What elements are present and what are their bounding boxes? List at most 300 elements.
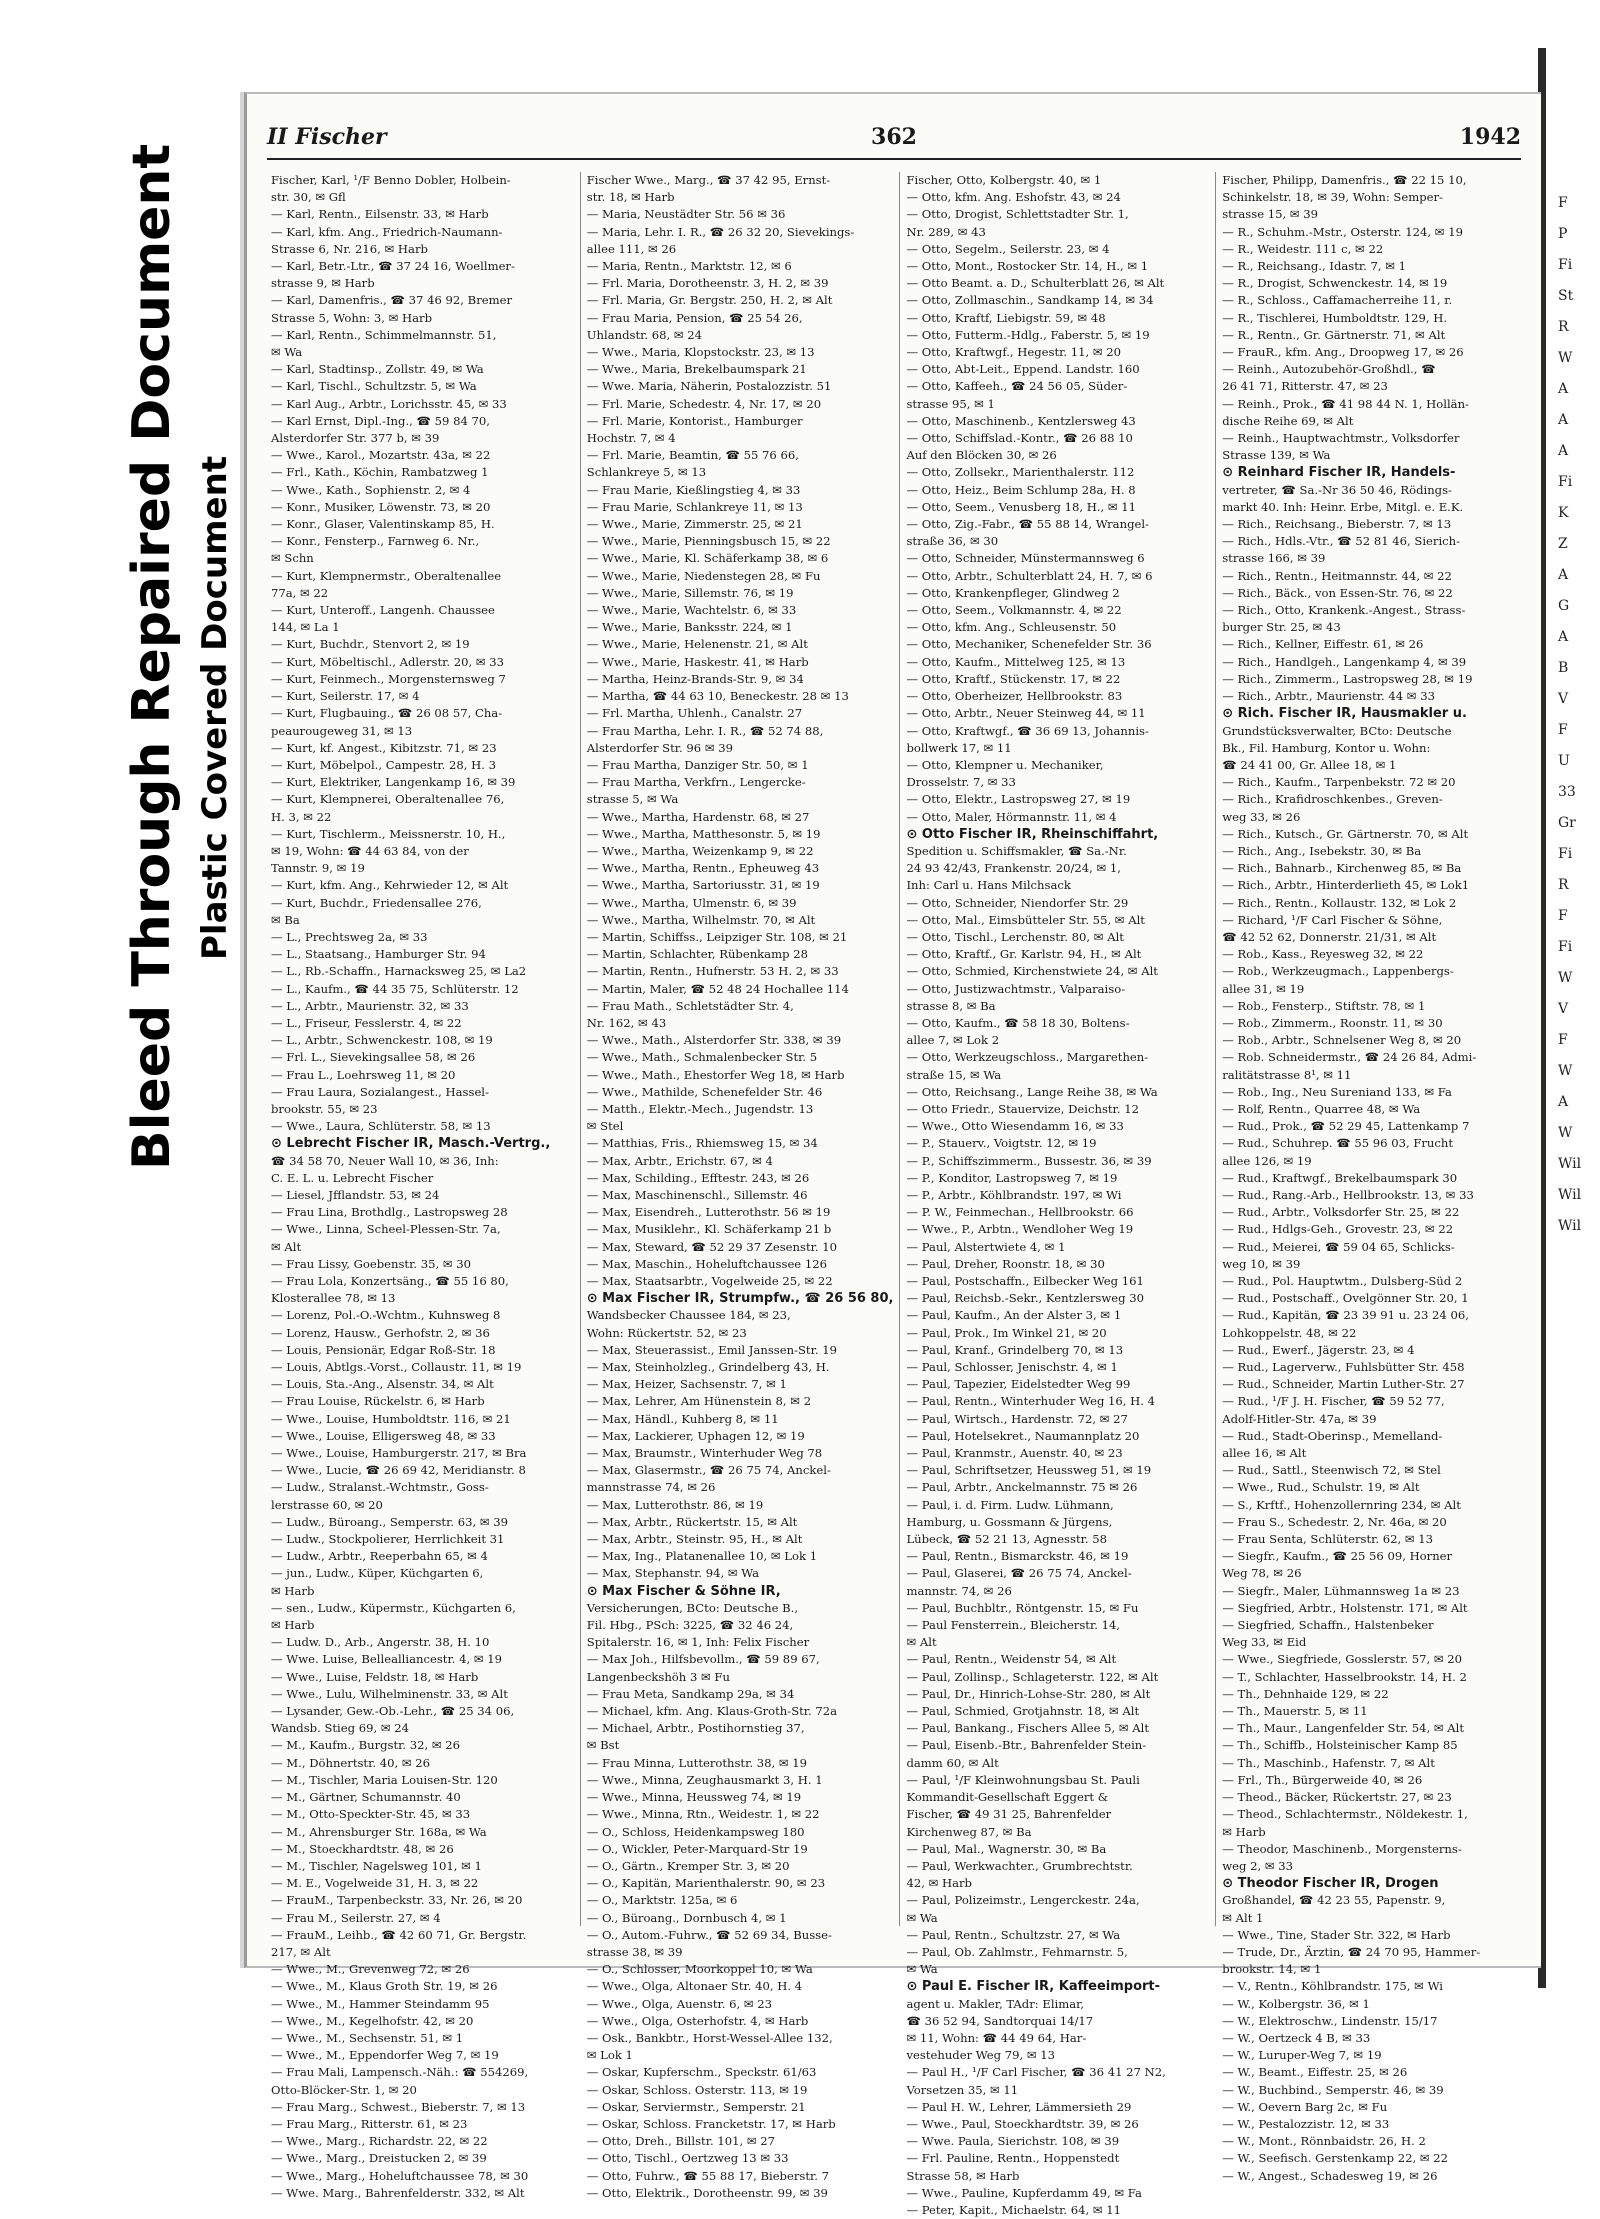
directory-entry: strasse 8, ✉ Ba <box>906 998 996 1013</box>
directory-entry: bollwerk 17, ✉ 11 <box>906 740 1012 755</box>
firm-entry: ⊙ Otto Fischer IR, Rheinschiffahrt, <box>906 826 1159 842</box>
margin-letter: W <box>1558 1125 1573 1141</box>
page-number: 362 <box>871 124 917 150</box>
directory-entry: — Paul, Ob. Zahlmstr., Fehmarnstr. 5, <box>906 1944 1128 1959</box>
directory-entry: — Lorenz, Pol.-O.-Wchtm., Kuhnsweg 8 <box>271 1308 501 1323</box>
directory-entry: — FrauM., Leihb., ☎ 42 60 71, Gr. Bergstr. <box>271 1927 527 1942</box>
directory-entry: — Wwe., Marie, Helenenstr. 21, ✉ Alt <box>586 637 808 652</box>
directory-entry: ☎ 34 58 70, Neuer Wall 10, ✉ 36, Inh: <box>271 1153 499 1168</box>
directory-entry: ✉ Ba <box>271 912 300 927</box>
directory-entry: ✉ Lok 1 <box>586 2048 633 2063</box>
directory-entry: — Otto, Werkzeugschloss., Margarethen- <box>906 1050 1149 1065</box>
directory-entry: — Rud., Schneider, Martin Luther-Str. 27 <box>1222 1377 1465 1392</box>
directory-entry: — Otto, Krankenpfleger, Glindweg 2 <box>906 585 1120 600</box>
directory-entry: — Paul, Postschaffn., Eilbecker Weg 161 <box>906 1274 1144 1288</box>
directory-entry: — Max, Braumstr., Winterhuder Weg 78 <box>586 1446 823 1461</box>
directory-entry: allee 111, ✉ 26 <box>586 241 677 256</box>
directory-entry: — Max, Steinholzleg., Grindelberg 43, H. <box>586 1360 830 1375</box>
directory-entry: — Otto, Arbtr., Schulterblatt 24, H. 7, ✉ 6 <box>906 568 1153 583</box>
directory-entry: — Max, Arbtr., Rückertstr. 15, ✉ Alt <box>586 1514 798 1529</box>
directory-entry: — Paul, Kranmstr., Auenstr. 40, ✉ 23 <box>906 1446 1123 1461</box>
directory-entry: — Siegfried, Arbtr., Holstenstr. 171, ✉ Alt <box>1222 1600 1468 1615</box>
directory-entry: — Max, Eisendreh., Lutterothstr. 56 ✉ 19 <box>586 1205 831 1220</box>
directory-entry: Kommandit-Gesellschaft Eggert & <box>906 1790 1109 1805</box>
directory-entry: — Wwe., Marg., Hoheluftchaussee 78, ✉ 30 <box>271 2168 529 2183</box>
directory-entry: Fischer, Karl, ¹/F Benno Dobler, Holbein- <box>271 173 511 187</box>
directory-entry: — Wwe., Linna, Scheel-Plessen-Str. 7a, <box>271 1222 501 1237</box>
directory-entry: — Rud., Lagerverw., Fuhlsbütter Str. 458 <box>1222 1360 1465 1375</box>
directory-entry: — Otto, Fuhrw., ☎ 55 88 17, Bieberstr. 7 <box>586 2168 830 2183</box>
directory-entry: strasse 9, ✉ Harb <box>271 276 375 291</box>
facing-page-margin-letters <box>1558 188 1598 1242</box>
directory-entry: — Wwe., Marg., Dreistucken 2, ✉ 39 <box>271 2151 487 2166</box>
directory-entry: — Wwe., M., Grevenweg 72, ✉ 26 <box>271 1962 470 1977</box>
directory-entry: — Ludw., Arbtr., Reeperbahn 65, ✉ 4 <box>271 1549 488 1564</box>
margin-letter: B <box>1558 660 1569 676</box>
directory-entry: — Wwe., Kath., Sophienstr. 2, ✉ 4 <box>271 482 471 497</box>
directory-entry: — Frau Marie, Schlankreye 11, ✉ 13 <box>586 499 803 514</box>
directory-entry: — Paul, Bankang., Fischers Allee 5, ✉ Alt <box>906 1721 1150 1736</box>
directory-entry: — W., Seefisch. Gerstenkamp 22, ✉ 22 <box>1222 2151 1449 2166</box>
directory-entry: — Wwe., Pauline, Kupferdamm 49, ✉ Fa <box>906 2185 1142 2200</box>
directory-entry: allee 31, ✉ 19 <box>1222 981 1305 996</box>
directory-entry: Tannstr. 9, ✉ 19 <box>271 861 365 876</box>
directory-entry: — Otto, Arbtr., Neuer Steinweg 44, ✉ 11 <box>906 706 1146 721</box>
directory-entry: Lübeck, ☎ 52 21 13, Agnesstr. 58 <box>906 1532 1108 1547</box>
directory-entry: — Wwe., Maria, Brekelbaumspark 21 <box>586 362 807 377</box>
directory-entry: — Otto, Kraftf., Gr. Karlstr. 94, H., ✉ Alt <box>906 947 1142 962</box>
directory-entry: — Paul, Dr., Hinrich-Lohse-Str. 280, ✉ Alt <box>906 1686 1151 1701</box>
directory-entry: — Otto Beamt. a. D., Schulterblatt 26, ✉ Alt <box>906 276 1165 291</box>
directory-entry: — L., Arbtr., Maurienstr. 32, ✉ 33 <box>271 998 469 1013</box>
margin-letter: U <box>1558 753 1570 769</box>
directory-entry: — R., Schuhm.-Mstr., Osterstr. 124, ✉ 19 <box>1222 224 1463 239</box>
directory-entry: — Karl, Stadtinsp., Zollstr. 49, ✉ Wa <box>271 362 484 377</box>
directory-entry: — M., Gärtner, Schumannstr. 40 <box>271 1790 461 1805</box>
directory-entry: — S., Krftf., Hohenzollernring 234, ✉ Alt <box>1222 1497 1461 1512</box>
directory-entry: — Wwe., Marie, Kl. Schäferkamp 38, ✉ 6 <box>586 551 829 566</box>
directory-entry: — Wwe., Louise, Humboldtstr. 116, ✉ 21 <box>271 1411 511 1426</box>
directory-entry: — Rud., Postschaff., Ovelgönner Str. 20, 1 <box>1222 1291 1469 1306</box>
directory-entry: — Otto, Zollsekr., Marienthalerstr. 112 <box>906 465 1135 480</box>
directory-entry: — Wwe. Maria, Näherin, Postalozzistr. 51 <box>586 379 832 394</box>
directory-entry: — Paul, Eisenb.-Btr., Bahrenfelder Stein- <box>906 1738 1147 1753</box>
directory-entry: — O., Wickler, Peter-Marquard-Str 19 <box>586 1841 808 1856</box>
margin-letter: F <box>1558 195 1568 211</box>
directory-entry: — Wwe., M., Eppendorfer Weg 7, ✉ 19 <box>271 2048 499 2063</box>
directory-entry: — Rud., Hdlgs-Geh., Grovestr. 23, ✉ 22 <box>1222 1222 1454 1237</box>
directory-entry: ✉ 11, Wohn: ☎ 44 49 64, Har- <box>906 2030 1087 2045</box>
directory-entry: mannstrasse 74, ✉ 26 <box>586 1480 716 1495</box>
directory-entry: Strasse 6, Nr. 216, ✉ Harb <box>271 241 428 256</box>
directory-entry: — Wwe., Karol., Mozartstr. 43a, ✉ 22 <box>271 448 491 463</box>
directory-entry: str. 30, ✉ Gfl <box>271 190 346 205</box>
directory-entry: — Otto, Heiz., Beim Schlump 28a, H. 8 <box>906 482 1136 497</box>
directory-entry: — Wwe., Maria, Klopstockstr. 23, ✉ 13 <box>586 345 815 360</box>
directory-entry: — Max, Maschinenschl., Sillemstr. 46 <box>586 1187 808 1202</box>
directory-entry: Inh: Carl u. Hans Milchsack <box>906 878 1071 893</box>
directory-entry: — Frau Marg., Schwest., Bieberstr. 7, ✉ 13 <box>271 2099 526 2114</box>
directory-entry: — Theod., Bäcker, Rückertstr. 27, ✉ 23 <box>1222 1790 1452 1805</box>
directory-entry: — Rud., Stadt-Oberinsp., Memelland- <box>1222 1428 1443 1443</box>
directory-entry: — Paul, Tapezier, Eidelstedter Weg 99 <box>906 1377 1131 1392</box>
directory-entry: — Rich., Kellner, Eiffestr. 61, ✉ 26 <box>1222 637 1424 652</box>
directory-entry: — Otto, Schneider, Münstermannsweg 6 <box>906 551 1145 566</box>
directory-entry: — Frau Louise, Rückelstr. 6, ✉ Harb <box>271 1394 485 1409</box>
margin-letter: P <box>1558 226 1568 242</box>
directory-entry: agent u. Makler, TAdr: Elimar, <box>906 1996 1085 2011</box>
directory-entry: ✉ Harb <box>271 1618 315 1633</box>
directory-entry: — Paul, Buchbltr., Röntgenstr. 15, ✉ Fu <box>906 1600 1139 1615</box>
margin-letter: F <box>1558 722 1568 738</box>
directory-entry: Großhandel, ☎ 42 23 55, Papenstr. 9, <box>1222 1893 1446 1908</box>
directory-entry: — Reinh., Hauptwachtmstr., Volksdorfer <box>1222 431 1460 446</box>
directory-entry: — Wwe., Olga, Osterhofstr. 4, ✉ Harb <box>586 2013 809 2028</box>
firm-entry: ⊙ Max Fischer & Söhne IR, <box>586 1583 781 1599</box>
directory-entry: — Karl, Rentn., Schimmelmannstr. 51, <box>271 327 497 342</box>
directory-entry: — Paul, Werkwachter., Grumbrechtstr. <box>906 1858 1133 1873</box>
directory-entry: — Martha, Heinz-Brands-Str. 9, ✉ 34 <box>586 671 804 686</box>
directory-entry: — Rud., ¹/F J. H. Fischer, ☎ 59 52 77, <box>1222 1394 1445 1409</box>
directory-entry: — Frl. L., Sievekingsallee 58, ✉ 26 <box>271 1050 476 1065</box>
directory-entry: — L., Friseur, Fesslerstr. 4, ✉ 22 <box>271 1015 462 1030</box>
directory-entry: — Otto, Kraftf, Liebigstr. 59, ✉ 48 <box>906 310 1106 325</box>
directory-entry: — Paul, Mal., Wagnerstr. 30, ✉ Ba <box>906 1841 1107 1856</box>
directory-entry: — Otto, Oberheizer, Hellbrookstr. 83 <box>906 689 1123 704</box>
directory-entry: Wandsbecker Chaussee 184, ✉ 23, <box>586 1308 791 1323</box>
directory-entry: 77a, ✉ 22 <box>271 585 329 600</box>
directory-entry: — Konr., Fensterp., Farnweg 6. Nr., <box>271 534 480 549</box>
margin-letter: Wil <box>1558 1218 1582 1234</box>
directory-entry: — Wwe., M., Klaus Groth Str. 19, ✉ 26 <box>271 1979 498 1994</box>
directory-entry: — Wwe., Tine, Stader Str. 322, ✉ Harb <box>1222 1927 1451 1942</box>
directory-entry: weg 33, ✉ 26 <box>1222 809 1301 824</box>
directory-entry: — Peter, Kapit., Michaelstr. 64, ✉ 11 <box>906 2202 1122 2217</box>
directory-entry: — Otto, Justizwachtmstr., Valparaiso- <box>906 981 1126 996</box>
margin-letter: A <box>1558 412 1569 428</box>
directory-entry: — Frau Meta, Sandkamp 29a, ✉ 34 <box>586 1686 795 1701</box>
directory-entry: — M., Kaufm., Burgstr. 32, ✉ 26 <box>271 1738 461 1753</box>
directory-entry: — Max, Glasermstr., ☎ 26 75 74, Anckel- <box>586 1463 831 1478</box>
directory-entry: — Wwe., Rud., Schulstr. 19, ✉ Alt <box>1222 1480 1420 1495</box>
directory-entry: — Wwe., Martha, Matthesonstr. 5, ✉ 19 <box>586 826 821 841</box>
directory-entry: — Kurt, Buchdr., Friedensallee 276, <box>271 895 482 910</box>
directory-entry: — Wwe., Marie, Haskestr. 41, ✉ Harb <box>586 654 809 669</box>
directory-entry: — Paul, Schmied, Grotjahnstr. 18, ✉ Alt <box>906 1704 1140 1719</box>
firm-entry: ⊙ Max Fischer IR, Strumpfw., ☎ 26 56 80, <box>586 1291 894 1307</box>
directory-entry: — Frau Marg., Ritterstr. 61, ✉ 23 <box>271 2116 468 2131</box>
directory-entry: — R., Rentn., Gr. Gärtnerstr. 71, ✉ Alt <box>1222 327 1446 342</box>
directory-entry: — Kurt, Tischlerm., Meissnerstr. 10, H., <box>271 826 506 841</box>
directory-entry: Grundstücksverwalter, BCto: Deutsche <box>1222 723 1452 738</box>
directory-entry: — Frau Marie, Kießlingstieg 4, ✉ 33 <box>586 482 801 497</box>
directory-entry: — Wwe., Martha, Sartoriusstr. 31, ✉ 19 <box>586 878 820 893</box>
directory-entry: — Paul, Dreher, Roonstr. 18, ✉ 30 <box>906 1256 1105 1271</box>
directory-entry: — Frau Senta, Schlüterstr. 62, ✉ 13 <box>1222 1532 1434 1547</box>
directory-entry: — O., Autom.-Fuhrw., ☎ 52 69 34, Busse- <box>586 1927 832 1942</box>
directory-entry: — Kurt, Möbeltischl., Adlerstr. 20, ✉ 33 <box>271 654 505 669</box>
directory-entry: — Louis, Sta.-Ang., Alsenstr. 34, ✉ Alt <box>271 1377 494 1392</box>
directory-entry: Auf den Blöcken 30, ✉ 26 <box>906 448 1057 463</box>
directory-entry: Vorsetzen 35, ✉ 11 <box>906 2082 1019 2097</box>
directory-entry: — Otto, Zig.-Fabr., ☎ 55 88 14, Wrangel- <box>906 517 1149 532</box>
directory-entry: — Maria, Neustädter Str. 56 ✉ 36 <box>586 207 786 222</box>
directory-entry: — Otto, Kraftf., Stückenstr. 17, ✉ 22 <box>906 671 1121 686</box>
directory-entry: — Frl. Marie, Schedestr. 4, Nr. 17, ✉ 20 <box>586 396 822 411</box>
directory-entry: — Th., Maschinb., Hafenstr. 7, ✉ Alt <box>1222 1755 1435 1770</box>
directory-entry: Alsterdorfer Str. 96 ✉ 39 <box>586 740 734 755</box>
margin-letter: Fi <box>1558 474 1573 490</box>
directory-entry: — Rud., Schuhrep. ☎ 55 96 03, Frucht <box>1222 1136 1454 1151</box>
directory-entry: — Max, Arbtr., Erichstr. 67, ✉ 4 <box>586 1153 773 1168</box>
directory-entry: ✉ Harb <box>271 1583 315 1598</box>
directory-entry: — Wwe., Lucie, ☎ 26 69 42, Meridianstr. 8 <box>271 1463 526 1478</box>
directory-entry: — O., Schloss, Heidenkampsweg 180 <box>586 1824 805 1839</box>
firm-entry: ⊙ Reinhard Fischer IR, Handels- <box>1222 465 1456 481</box>
directory-entry: — Paul, Kranf., Grindelberg 70, ✉ 13 <box>906 1342 1124 1357</box>
directory-entry: — Karl, Tischl., Schultzstr. 5, ✉ Wa <box>271 379 477 394</box>
directory-entry: — Wwe., Luise, Feldstr. 18, ✉ Harb <box>271 1669 479 1684</box>
margin-letter: A <box>1558 629 1569 645</box>
directory-entry: — Kurt, Klempnerei, Oberaltenallee 76, <box>271 792 505 807</box>
directory-entry: — FrauR., kfm. Ang., Droopweg 17, ✉ 26 <box>1222 345 1464 360</box>
directory-entry: weg 2, ✉ 33 <box>1222 1858 1294 1873</box>
directory-entry: — Liesel, Jfflandstr. 53, ✉ 24 <box>271 1187 440 1202</box>
directory-entry: — Otto, kfm. Ang. Eshofstr. 43, ✉ 24 <box>906 190 1121 205</box>
column-4 <box>1216 172 1531 2183</box>
directory-entry: — Otto, Segelm., Seilerstr. 23, ✉ 4 <box>906 241 1110 256</box>
directory-entry: — Martin, Schlachter, Rübenkamp 28 <box>586 947 808 962</box>
directory-entry: — Paul, Kaufm., An der Alster 3, ✉ 1 <box>906 1308 1122 1323</box>
directory-entry: — Rich., Otto, Krankenk.-Angest., Strass- <box>1222 603 1466 618</box>
directory-entry: burger Str. 25, ✉ 43 <box>1222 620 1341 635</box>
archive-stamp <box>0 0 240 2177</box>
directory-entry: — Rob., Fensterp., Stiftstr. 78, ✉ 1 <box>1222 998 1426 1013</box>
directory-entry: straße 15, ✉ Wa <box>906 1067 1002 1082</box>
directory-entry: — Frl. Maria, Dorotheenstr. 3, H. 2, ✉ 39 <box>586 276 829 291</box>
directory-entry: — W., Beamt., Eiffestr. 25, ✉ 26 <box>1222 2065 1408 2080</box>
directory-entry: strasse 5, ✉ Wa <box>586 792 679 807</box>
directory-entry: Weg 33, ✉ Eid <box>1222 1635 1307 1650</box>
directory-entry: — Otto, Tischl., Lerchenstr. 80, ✉ Alt <box>906 929 1124 944</box>
directory-entry: — Paul, Alstertwiete 4, ✉ 1 <box>906 1239 1066 1254</box>
directory-entry: — Frl. Marie, Kontorist., Hamburger <box>586 413 803 428</box>
margin-letter: W <box>1558 970 1573 986</box>
directory-entry: — V., Rentn., Köhlbrandstr. 175, ✉ Wi <box>1222 1979 1443 1994</box>
directory-entry: Schinkelstr. 18, ✉ 39, Wohn: Semper- <box>1222 190 1443 205</box>
directory-entry: — Paul, Schriftsetzer, Heussweg 51, ✉ 19 <box>906 1463 1152 1478</box>
directory-entry: Versicherungen, BCto: Deutsche B., <box>586 1600 799 1615</box>
directory-entry: ☎ 36 52 94, Sandtorquai 14/17 <box>906 2013 1094 2028</box>
margin-letter: W <box>1558 350 1573 366</box>
directory-entry: — Frl., Th., Bürgerweide 40, ✉ 26 <box>1222 1772 1423 1787</box>
directory-entry: — Otto, Seem., Volkmannstr. 4, ✉ 22 <box>906 603 1122 618</box>
directory-entry: — Michael, kfm. Ang. Klaus-Groth-Str. 72a <box>586 1704 838 1719</box>
margin-letter: A <box>1558 443 1569 459</box>
directory-entry: — Paul H., ¹/F Carl Fischer, ☎ 36 41 27 N2, <box>906 2065 1166 2080</box>
directory-entry: — W., Mont., Rönnbaidstr. 26, H. 2 <box>1222 2134 1426 2149</box>
directory-entry: brookstr. 14, ✉ 1 <box>1222 1962 1322 1977</box>
directory-entry: — Kurt, Flugbauing., ☎ 26 08 57, Cha- <box>271 706 503 721</box>
directory-entry: Adolf-Hitler-Str. 47a, ✉ 39 <box>1222 1411 1377 1426</box>
margin-letter: Fi <box>1558 257 1573 273</box>
directory-entry: — Wwe., Marie, Sillemstr. 76, ✉ 19 <box>586 585 794 600</box>
directory-entry: — R., Tischlerei, Humboldtstr. 129, H. <box>1222 310 1448 325</box>
directory-entry: — Ludw. D., Arb., Angerstr. 38, H. 10 <box>271 1635 490 1650</box>
directory-entry: — Paul, ¹/F Kleinwohnungsbau St. Pauli <box>906 1772 1140 1787</box>
directory-entry: — Karl, Rentn., Eilsenstr. 33, ✉ Harb <box>271 207 489 222</box>
margin-letter: R <box>1558 319 1569 335</box>
directory-entry: — Paul, Rentn., Winterhuder Weg 16, H. 4 <box>906 1394 1156 1409</box>
directory-entry: — P., Schiffszimmerm., Bussestr. 36, ✉ 39 <box>906 1153 1152 1168</box>
firm-entry: ⊙ Paul E. Fischer IR, Kaffeeimport- <box>906 1979 1161 1995</box>
directory-entry: — Wwe., Marie, Zimmerstr. 25, ✉ 21 <box>586 517 803 532</box>
stamp-text-plastic-covered: Plastic Covered Document <box>195 455 235 960</box>
directory-entry: — Otto, Futterm.-Hdlg., Faberstr. 5, ✉ 19 <box>906 327 1150 342</box>
directory-entry: — Rich., Rentn., Heitmannstr. 44, ✉ 22 <box>1222 568 1452 583</box>
directory-entry: — O., Büroang., Dornbusch 4, ✉ 1 <box>586 1910 787 1925</box>
directory-entry: — Wwe., P., Arbtn., Wendloher Weg 19 <box>906 1222 1134 1237</box>
directory-entry: Otto-Blöcker-Str. 1, ✉ 20 <box>271 2082 417 2097</box>
directory-entry: — Matth., Elektr.-Mech., Jugendstr. 13 <box>586 1101 814 1116</box>
directory-entry: — Rud., Arbtr., Volksdorfer Str. 25, ✉ 22 <box>1222 1205 1460 1220</box>
directory-entry: Kirchenweg 87, ✉ Ba <box>906 1824 1032 1839</box>
directory-entry: — Wwe., Marie, Wachtelstr. 6, ✉ 33 <box>586 603 797 618</box>
directory-entry: — Wwe., Martha, Weizenkamp 9, ✉ 22 <box>586 843 814 858</box>
directory-entry: 144, ✉ La 1 <box>271 620 340 635</box>
directory-entry: — Frau Lissy, Goebenstr. 35, ✉ 30 <box>271 1256 471 1271</box>
directory-entry: markt 40. Inh: Heinr. Erbe, Mitgl. e. E.K. <box>1222 499 1464 514</box>
directory-entry: — Kurt, Seilerstr. 17, ✉ 4 <box>271 689 420 704</box>
directory-entry: — Wwe., Lulu, Wilhelminenstr. 33, ✉ Alt <box>271 1686 508 1701</box>
margin-letter: 33 <box>1558 784 1576 800</box>
directory-entry: — R., Weidestr. 111 c, ✉ 22 <box>1222 241 1384 256</box>
directory-entry: — Rob., Arbtr., Schnelsener Weg 8, ✉ 20 <box>1222 1033 1462 1048</box>
directory-entry: — Theod., Schlachtermstr., Nöldekestr. 1, <box>1222 1807 1468 1822</box>
directory-entry: — Otto, Kaffeeh., ☎ 24 56 05, Süder- <box>906 379 1128 394</box>
directory-entry: — Reinh., Autozubehör-Großhdl., ☎ <box>1222 362 1436 377</box>
directory-entry: — Otto, Maler, Hörmannstr. 11, ✉ 4 <box>906 809 1117 824</box>
directory-entry: — Oskar, Kupferschm., Speckstr. 61/63 <box>586 2065 817 2080</box>
directory-entry: — Karl Aug., Arbtr., Lorichsstr. 45, ✉ 33 <box>271 396 507 411</box>
directory-entry: — Frau Lina, Brothdlg., Lastropsweg 28 <box>271 1205 508 1220</box>
directory-entry: straße 36, ✉ 30 <box>906 534 999 549</box>
directory-entry: — L., Rb.-Schaffn., Harnacksweg 25, ✉ La2 <box>271 964 527 979</box>
directory-entry: Hochstr. 7, ✉ 4 <box>586 431 676 446</box>
directory-entry: ✉ Stel <box>586 1119 624 1134</box>
directory-entry: Wohn: Rückertstr. 52, ✉ 23 <box>586 1325 747 1340</box>
directory-entry: — Max, Lehrer, Am Hünenstein 8, ✉ 2 <box>586 1394 812 1409</box>
directory-entry: — M. E., Vogelweide 31, H. 3, ✉ 22 <box>271 1876 479 1891</box>
directory-entry: strasse 15, ✉ 39 <box>1222 207 1319 222</box>
directory-entry: — Martin, Schiffss., Leipziger Str. 108, ✉ 21 <box>586 929 848 944</box>
directory-entry: — Otto, Kraftwgf., Hegestr. 11, ✉ 20 <box>906 345 1122 360</box>
directory-entry: ☎ 42 52 62, Donnerstr. 21/31, ✉ Alt <box>1222 929 1437 944</box>
directory-entry: 26 41 71, Ritterstr. 47, ✉ 23 <box>1222 379 1388 394</box>
directory-entry: — Ludw., Büroang., Semperstr. 63, ✉ 39 <box>271 1514 508 1529</box>
directory-entry: — M., Tischler, Maria Louisen-Str. 120 <box>271 1772 498 1787</box>
directory-entry: — Konr., Musiker, Löwenstr. 73, ✉ 20 <box>271 499 491 514</box>
directory-entry: — Max, Stephanstr. 94, ✉ Wa <box>586 1566 760 1581</box>
directory-entry: Uhlandstr. 68, ✉ 24 <box>586 327 703 342</box>
directory-entry: H. 3, ✉ 22 <box>271 809 332 824</box>
directory-entry: ralitätstrasse 8¹, ✉ 11 <box>1222 1067 1352 1082</box>
directory-entry: — Rich., Arbtr., Maurienstr. 44 ✉ 33 <box>1222 689 1435 704</box>
directory-entry: — Frau Mali, Lampensch.-Näh.: ☎ 554269, <box>271 2065 529 2080</box>
directory-entry: vestehuder Weg 79, ✉ 13 <box>906 2048 1056 2063</box>
directory-entry: — Paul, i. d. Firm. Ludw. Lühmann, <box>906 1497 1114 1512</box>
directory-entry: Fischer Wwe., Marg., ☎ 37 42 95, Ernst- <box>586 173 831 187</box>
directory-columns <box>265 172 1531 2217</box>
stamp-text-bleed-through: Bleed Through Repaired Document <box>122 143 182 1170</box>
directory-entry: — Frau Martha, Lehr. I. R., ☎ 52 74 88, <box>586 723 824 738</box>
directory-entry: Spitalerstr. 16, ✉ 1, Inh: Felix Fischer <box>586 1635 810 1650</box>
directory-entry: — Martin, Rentn., Hufnerstr. 53 H. 2, ✉ 33 <box>586 964 839 979</box>
directory-entry: — Frau Laura, Sozialangest., Hassel- <box>271 1084 489 1099</box>
directory-entry: — W., Angest., Schadesweg 19, ✉ 26 <box>1222 2168 1438 2183</box>
directory-entry: — Rich., Zimmerm., Lastropsweg 28, ✉ 19 <box>1222 671 1473 686</box>
directory-entry: — Max, Lackierer, Uphagen 12, ✉ 19 <box>586 1428 805 1443</box>
directory-entry: — Otto, Reichsang., Lange Reihe 38, ✉ Wa <box>906 1084 1158 1099</box>
directory-entry: — Wwe., Louise, Elligersweg 48, ✉ 33 <box>271 1428 496 1443</box>
directory-entry: ✉ Schn <box>271 551 314 566</box>
directory-entry: — Lorenz, Hausw., Gerhofstr. 2, ✉ 36 <box>271 1325 490 1340</box>
directory-entry: — Rich., Rentn., Kollaustr. 132, ✉ Lok 2 <box>1222 895 1457 910</box>
directory-entry: — Rud., Prok., ☎ 52 29 45, Lattenkamp 7 <box>1222 1119 1470 1134</box>
directory-entry: — Rud., Ewerf., Jägerstr. 23, ✉ 4 <box>1222 1342 1415 1357</box>
directory-entry: — P., Arbtr., Köhlbrandstr. 197, ✉ Wi <box>906 1187 1122 1202</box>
margin-letter: F <box>1558 1032 1568 1048</box>
directory-entry: — Kurt, kfm. Ang., Kehrwieder 12, ✉ Alt <box>271 878 509 893</box>
directory-entry: strasse 38, ✉ 39 <box>586 1944 683 1959</box>
directory-entry: — Paul, Zollinsp., Schlageterstr. 122, ✉ Alt <box>906 1669 1159 1684</box>
directory-entry: — W., Luruper-Weg 7, ✉ 19 <box>1222 2048 1382 2063</box>
directory-entry: — Wwe., Minna, Zeughausmarkt 3, H. 1 <box>586 1772 823 1787</box>
directory-entry: — Wwe., Math., Schmalenbecker Str. 5 <box>586 1050 818 1065</box>
directory-entry: — Max Joh., Hilfsbevollm., ☎ 59 89 67, <box>586 1652 820 1667</box>
directory-entry: Alsterdorfer Str. 377 b, ✉ 39 <box>271 431 440 446</box>
directory-entry: Strasse 5, Wohn: 3, ✉ Harb <box>271 310 433 325</box>
directory-entry: — Reinh., Prok., ☎ 41 98 44 N. 1, Hollän- <box>1222 396 1469 411</box>
directory-entry: Fischer, Philipp, Damenfris., ☎ 22 15 10, <box>1222 173 1467 187</box>
directory-entry: Fischer, ☎ 49 31 25, Bahrenfelder <box>906 1807 1112 1822</box>
margin-letter: V <box>1558 691 1569 707</box>
directory-entry: Fil. Hbg., PSch: 3225, ☎ 32 46 24, <box>586 1618 794 1633</box>
directory-entry: — Wwe., Mathilde, Schenefelder Str. 46 <box>586 1084 823 1099</box>
firm-entry: ⊙ Lebrecht Fischer IR, Masch.-Vertrg., <box>271 1136 551 1152</box>
directory-entry: — Otto, Mechaniker, Schenefelder Str. 36 <box>906 637 1152 652</box>
directory-entry: allee 7, ✉ Lok 2 <box>906 1033 1000 1048</box>
directory-entry: — M., Tischler, Nagelsweg 101, ✉ 1 <box>271 1858 482 1873</box>
directory-entry: ✉ Harb <box>1222 1824 1266 1839</box>
directory-entry: Strasse 58, ✉ Harb <box>906 2168 1020 2183</box>
directory-entry: — Wwe., Minna, Heussweg 74, ✉ 19 <box>586 1790 802 1805</box>
directory-entry: — Otto, Schneider, Niendorfer Str. 29 <box>906 895 1129 910</box>
directory-entry: Wandsb. Stieg 69, ✉ 24 <box>271 1721 410 1736</box>
directory-entry: mannstr. 74, ✉ 26 <box>906 1583 1012 1598</box>
directory-entry: — Wwe. Marg., Bahrenfelderstr. 332, ✉ Alt <box>271 2185 525 2200</box>
directory-entry: — R., Reichsang., Idastr. 7, ✉ 1 <box>1222 259 1407 274</box>
section-title: II Fischer <box>267 124 387 150</box>
column-1 <box>265 172 581 2200</box>
directory-entry: — Wwe., M., Sechsenstr. 51, ✉ 1 <box>271 2030 464 2045</box>
directory-entry: — Oskar, Schloss. Francketstr. 17, ✉ Harb <box>586 2116 836 2131</box>
directory-entry: — Rob., Werkzeugmach., Lappenbergs- <box>1222 964 1454 979</box>
directory-entry: — Louis, Abtlgs.-Vorst., Collaustr. 11, ✉ 19 <box>271 1360 522 1375</box>
directory-entry: — Richard, ¹/F Carl Fischer & Söhne, <box>1222 912 1443 927</box>
directory-entry: 42, ✉ Harb <box>906 1876 972 1891</box>
directory-entry: ✉ 19, Wohn: ☎ 44 63 84, von der <box>271 843 469 858</box>
